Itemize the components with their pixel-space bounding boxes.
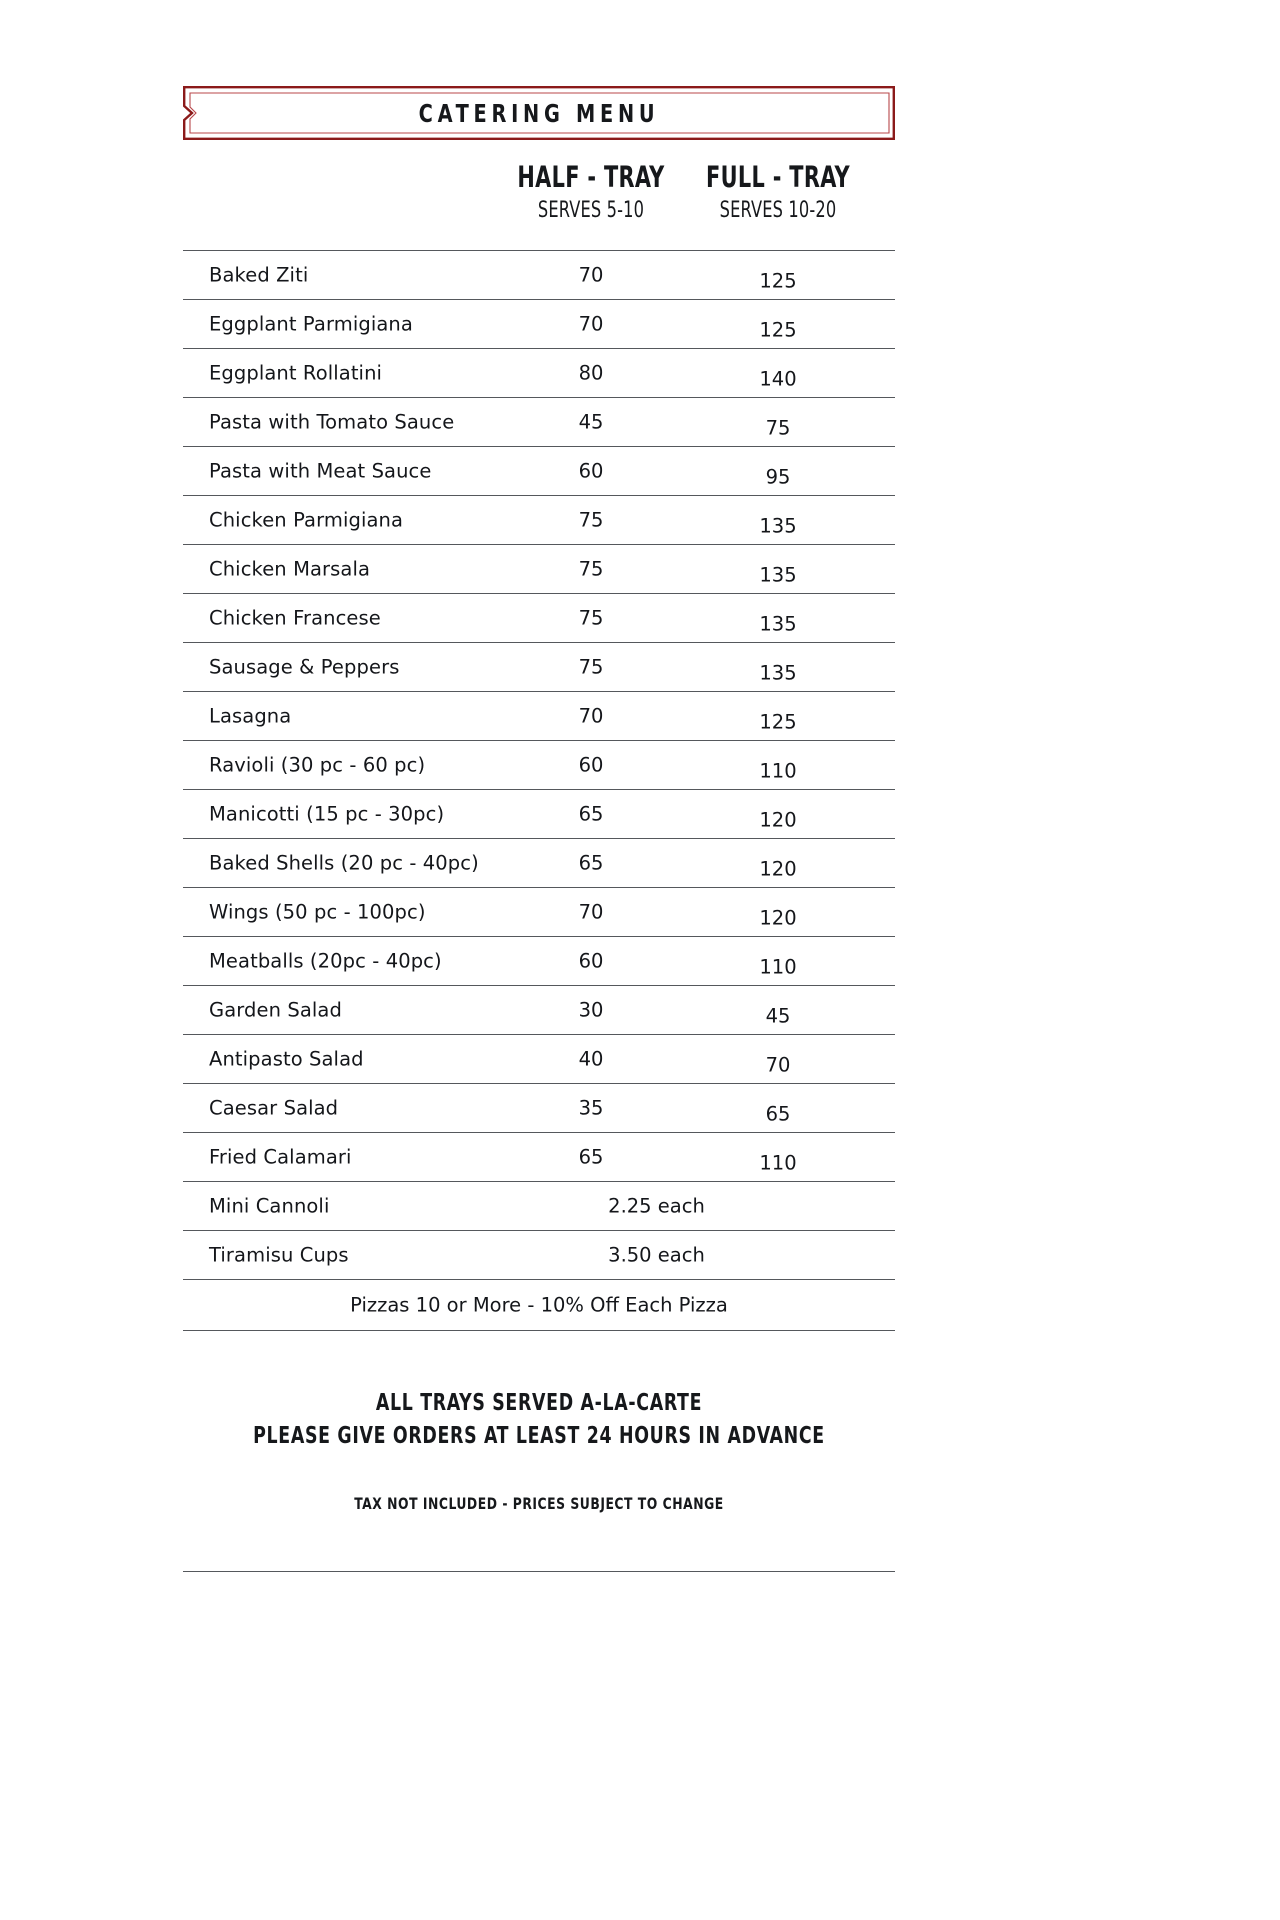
page-title: CATERING MENU	[418, 98, 660, 128]
item-name: Sausage & Peppers	[209, 655, 400, 679]
item-price-full-tray: 125	[759, 318, 797, 342]
item-price-full-tray: 120	[759, 857, 797, 881]
catering-menu-banner	[183, 86, 895, 140]
item-price-half-tray: 60	[578, 949, 604, 973]
item-name: Baked Ziti	[209, 263, 309, 287]
table-row	[183, 1231, 895, 1280]
item-price-full-tray: 125	[759, 269, 797, 293]
item-price-full-tray: 110	[759, 955, 797, 979]
table-row	[183, 643, 895, 692]
item-name: Lasagna	[209, 704, 292, 728]
item-price-full-tray: 45	[765, 1004, 791, 1028]
table-row	[183, 398, 895, 447]
table-row	[183, 545, 895, 594]
item-price-half-tray: 45	[578, 410, 604, 434]
footer-line-1: ALL TRAYS SERVED A-LA-CARTE	[375, 1390, 703, 1416]
item-price-half-tray: 75	[578, 655, 604, 679]
item-name: Pasta with Tomato Sauce	[209, 410, 455, 434]
item-price-full-tray: 135	[759, 563, 797, 587]
table-row	[183, 839, 895, 888]
menu-table	[183, 250, 895, 1331]
table-row	[183, 300, 895, 349]
item-price-half-tray: 80	[578, 361, 604, 385]
table-row	[183, 1084, 895, 1133]
item-name: Caesar Salad	[209, 1096, 339, 1120]
item-price-full-tray: 70	[765, 1053, 791, 1077]
full-tray-serves: SERVES 10-20	[719, 198, 837, 224]
half-tray-serves: SERVES 5-10	[537, 198, 645, 224]
item-name: Pasta with Meat Sauce	[209, 459, 432, 483]
item-price-half-tray: 70	[578, 312, 604, 336]
table-row	[183, 937, 895, 986]
item-price-full-tray: 120	[759, 808, 797, 832]
item-price-full-tray: 135	[759, 612, 797, 636]
table-row	[183, 594, 895, 643]
item-name: Tiramisu Cups	[209, 1243, 349, 1267]
item-name: Garden Salad	[209, 998, 342, 1022]
full-tray-label: FULL - TRAY	[706, 160, 850, 194]
item-price-full-tray: 135	[759, 661, 797, 685]
item-price-full-tray: 65	[765, 1102, 791, 1126]
item-price-half-tray: 70	[578, 704, 604, 728]
item-price-full-tray: 95	[765, 465, 791, 489]
menu-sheet	[183, 0, 895, 1572]
footer-line-2: PLEASE GIVE ORDERS AT LEAST 24 HOURS IN ADVANCE	[253, 1422, 825, 1449]
item-name: Mini Cannoli	[209, 1194, 330, 1218]
table-row	[183, 1133, 895, 1182]
column-header-half-tray	[491, 162, 691, 223]
table-row	[183, 1182, 895, 1231]
table-row	[183, 349, 895, 398]
table-row	[183, 496, 895, 545]
item-price-half-tray: 40	[578, 1047, 604, 1071]
item-price-half-tray: 60	[578, 459, 604, 483]
table-row	[183, 251, 895, 300]
item-price-half-tray: 65	[578, 802, 604, 826]
column-headers	[183, 162, 895, 250]
item-price-each: 3.50 each	[608, 1243, 705, 1267]
item-name: Eggplant Parmigiana	[209, 312, 413, 336]
pizza-promo-text: Pizzas 10 or More - 10% Off Each Pizza	[350, 1293, 728, 1317]
item-price-each: 2.25 each	[608, 1194, 705, 1218]
item-name: Chicken Francese	[209, 606, 381, 630]
item-name: Manicotti (15 pc - 30pc)	[209, 802, 445, 826]
item-price-half-tray: 75	[578, 557, 604, 581]
table-row	[183, 986, 895, 1035]
table-row	[183, 692, 895, 741]
half-tray-label: HALF - TRAY	[517, 160, 665, 194]
item-price-full-tray: 110	[759, 759, 797, 783]
item-name: Chicken Parmigiana	[209, 508, 404, 532]
item-name: Antipasto Salad	[209, 1047, 364, 1071]
item-price-full-tray: 135	[759, 514, 797, 538]
item-name: Wings (50 pc - 100pc)	[209, 900, 426, 924]
item-price-half-tray: 75	[578, 508, 604, 532]
item-name: Chicken Marsala	[209, 557, 371, 581]
item-price-half-tray: 70	[578, 263, 604, 287]
item-name: Meatballs (20pc - 40pc)	[209, 949, 442, 973]
footer-tax-note: TAX NOT INCLUDED - PRICES SUBJECT TO CHANGE	[354, 1494, 724, 1514]
item-price-half-tray: 65	[578, 851, 604, 875]
item-price-half-tray: 30	[578, 998, 604, 1022]
bottom-divider	[183, 1571, 895, 1572]
table-row	[183, 447, 895, 496]
item-name: Ravioli (30 pc - 60 pc)	[209, 753, 426, 777]
table-row	[183, 741, 895, 790]
item-name: Fried Calamari	[209, 1145, 352, 1169]
item-price-full-tray: 120	[759, 906, 797, 930]
item-price-half-tray: 60	[578, 753, 604, 777]
item-price-half-tray: 70	[578, 900, 604, 924]
item-price-full-tray: 75	[765, 416, 791, 440]
item-price-full-tray: 125	[759, 710, 797, 734]
table-row	[183, 888, 895, 937]
item-price-half-tray: 35	[578, 1096, 604, 1120]
item-price-half-tray: 75	[578, 606, 604, 630]
item-price-full-tray: 110	[759, 1151, 797, 1175]
column-header-full-tray	[678, 162, 878, 223]
item-price-full-tray: 140	[759, 367, 797, 391]
item-name: Eggplant Rollatini	[209, 361, 383, 385]
item-name: Baked Shells (20 pc - 40pc)	[209, 851, 479, 875]
table-row	[183, 1035, 895, 1084]
pizza-promo-row	[183, 1280, 895, 1331]
menu-footer	[183, 1387, 895, 1513]
item-price-half-tray: 65	[578, 1145, 604, 1169]
table-row	[183, 790, 895, 839]
